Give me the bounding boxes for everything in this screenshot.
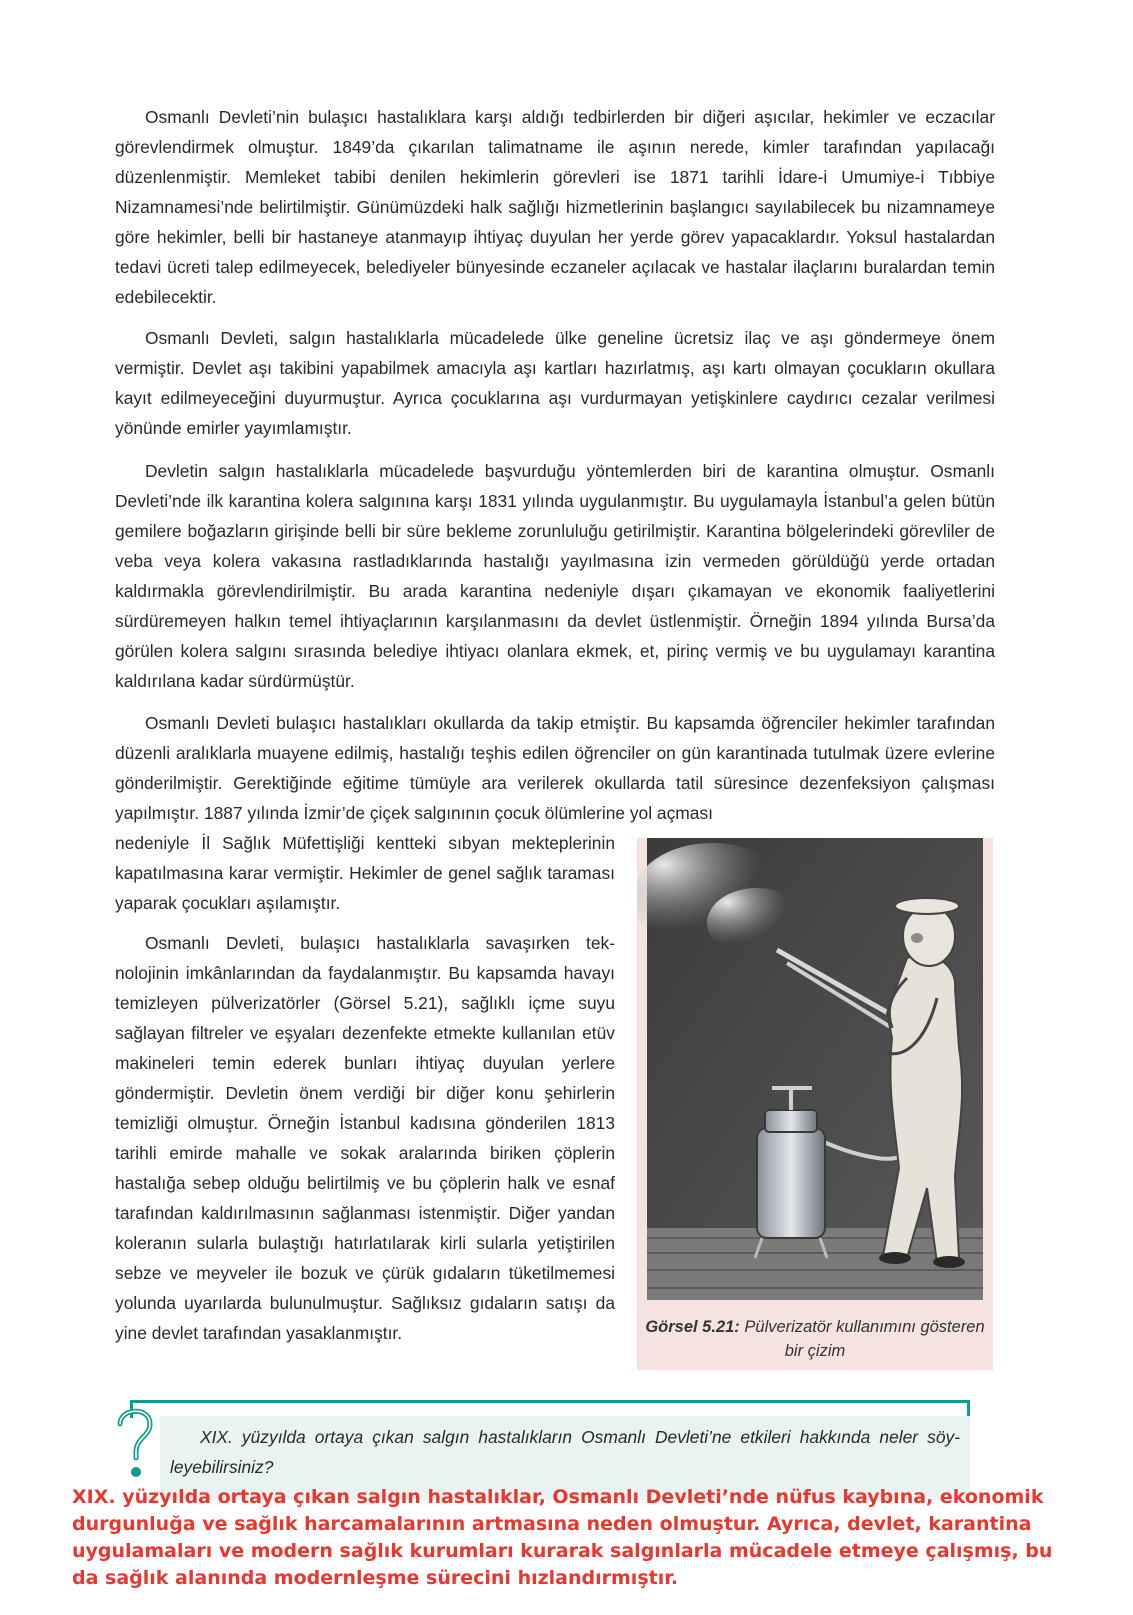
pulverizer-illustration: [637, 838, 993, 1308]
paragraph-schools: Osmanlı Devleti bulaşıcı hastalıkları okullarda da takip etmiştir. Bu kapsamda öğrenciler hekimler tarafından düzenli aralıklarla muayene edilmiş, hastalığı teşhis edilen öğrenciler on gün karantinada tutulmak üzere evlerine gönderilmiştir. Gerektiğinde eğitime tümüyle ara verilerek okullarda tatil süresince dezenfeksiyon çalışması yapılmıştır. 1887 yılında İzmir’de çiçek salgınının çocuk ölümlerine yol açması: [115, 713, 995, 823]
figure-label: Görsel 5.21:: [645, 1318, 740, 1336]
figure-pulverizer: [637, 838, 993, 1370]
question-mark-icon: [112, 1402, 158, 1482]
answer-text: XIX. yüzyılda ortaya çıkan salgın hastalıklar, Osmanlı Devleti’nde nüfus kaybına, ekonomik durgunluğa ve sağlık harcamalarının artmasına neden olmuştur. Ayrıca, devlet, karantina uygulamaları ve modern sağlık kurumları kurarak salgınlarla mücadele etmeye çalışmış, bu da sağlık alanında modernleşme sürecini hızlandırmıştır.: [72, 1486, 1053, 1589]
figure-caption: [637, 1315, 993, 1363]
paragraph-quarantine: Devletin salgın hastalıklarla mücadelede başvurduğu yöntemlerden biri de karantina olmuştur. Osmanlı Devleti’nde ilk karantina kolera salgınına karşı 1831 yılında uygulanmıştır. Bu uygulamayla İstanbul’a gelen bütün gemilere boğazların girişinde belli bir süre bekleme zorunluluğu getirilmiştir. Karantina bölgelerindeki görevliler de veba veya kolera vakasına rastladıklarında hastalığı yayılmasına izin vermeden görüldüğü yerde ortadan kaldırmakla görevlendirilmiştir. Bu arada karantina nedeniyle dışarı çıkamayan ve ekonomik faaliyetlerini sürdüremeyen halkın temel ihtiyaçlarının karşılanmasını da devlet üstlenmiştir. Örneğin 1894 yılında Bursa’da görülen kolera salgını sırasında belediye ihtiyacı olanlara ekmek, et, pirinç vermiş ve bu uygulamayı karantina kaldırılana kadar sürdürmüştür.: [115, 461, 995, 691]
question-text: XIX. yüzyılda ortaya çıkan salgın hastalıkların Osmanlı Devleti’ne etkileri hakkında neler söyleyebilirsiniz?: [170, 1427, 960, 1477]
paragraph-free-medicine: Osmanlı Devleti, salgın hastalıklarla mücadelede ülke geneline ücretsiz ilaç ve aşı göndermeye önem vermiştir. Devlet aşı takibini yapabilmek amacıyla aşı kartları hazırlatmış, aşı kartı olmayan çocukların okullara kayıt edilmeyeceğini duyurmuştur. Ayrıca çocuklarına aşı vurdurmayan yetişkinlere caydırıcı cezalar verilmesi yönünde emirler yayımlamıştır.: [115, 328, 995, 438]
paragraph-technology: Osmanlı Devleti, bulaşıcı hastalıklarla savaşırken teknolojinin imkânlarından da faydalanmıştır. Bu kapsamda havayı temizleyen pülverizatörler (Görsel 5.21), sağlıklı içme suyu sağlayan filtreler ve eşyaları dezenfekte etmekte kullanılan etüv makineleri temin ederek bunları ihtiyaç duyulan yerlere göndermiştir. Devletin önem verdiği bir diğer konu şehirlerin temizliği olmuştur. Örneğin İstanbul kadısına gönderilen 1813 tarihli emirde mahalle ve sokak aralarında biriken çöplerin hastalığa sebep olduğu belirtilmiş ve bu çöplerin halk ve esnaf tarafından kaldırılmasının sağlanması istenmiştir. Diğer yandan koleranın sularla bulaştığı hatırlatılarak kirli sularla yetiştirilen sebze ve meyveler ile bozuk ve çürük gıdaların tüketilmemesi yolunda uyarılarda bulunulmuştur. Sağlıksız gıdaların satışı da yine devlet tarafından yasaklanmıştır.: [115, 933, 615, 1343]
question-box-top-border: [130, 1400, 970, 1403]
paragraph-schools-continued: nedeniyle İl Sağlık Müfettişliği kentteki sıbyan mekteplerinin kapatılmasına karar vermiştir. Hekimler de genel sağlık taraması yaparak çocukları aşılamıştır.: [115, 833, 615, 913]
paragraph-vaccination-officials: Osmanlı Devleti’nin bulaşıcı hastalıklara karşı aldığı tedbirlerden bir diğeri aşıcılar, hekimler ve eczacılar görevlendirmek olmuştur. 1849’da çıkarılan talimatname ile aşının nerede, kimler tarafından yapılacağı düzenlenmiştir. Memleket tabibi denilen hekimlerin görevleri ise 1871 tarihli İdare-i Umumiye-i Tıbbiye Nizamnamesi’nde belirtilmiştir. Günümüzdeki halk sağlığı hizmetlerinin başlangıcı sayılabilecek bu nizamnameye göre hekimler, belli bir hastaneye atanmayıp ihtiyaç duyulan her yerde görev yapacaklardır. Yoksul hastalardan tedavi ücreti talep edilmeyecek, belediyeler bünyesinde eczaneler açılacak ve hastalar ilaçlarını buralardan temin edebilecektir.: [115, 107, 995, 307]
figure-caption-text: Pülverizatör kullanımını gösteren bir çizim: [739, 1318, 985, 1360]
